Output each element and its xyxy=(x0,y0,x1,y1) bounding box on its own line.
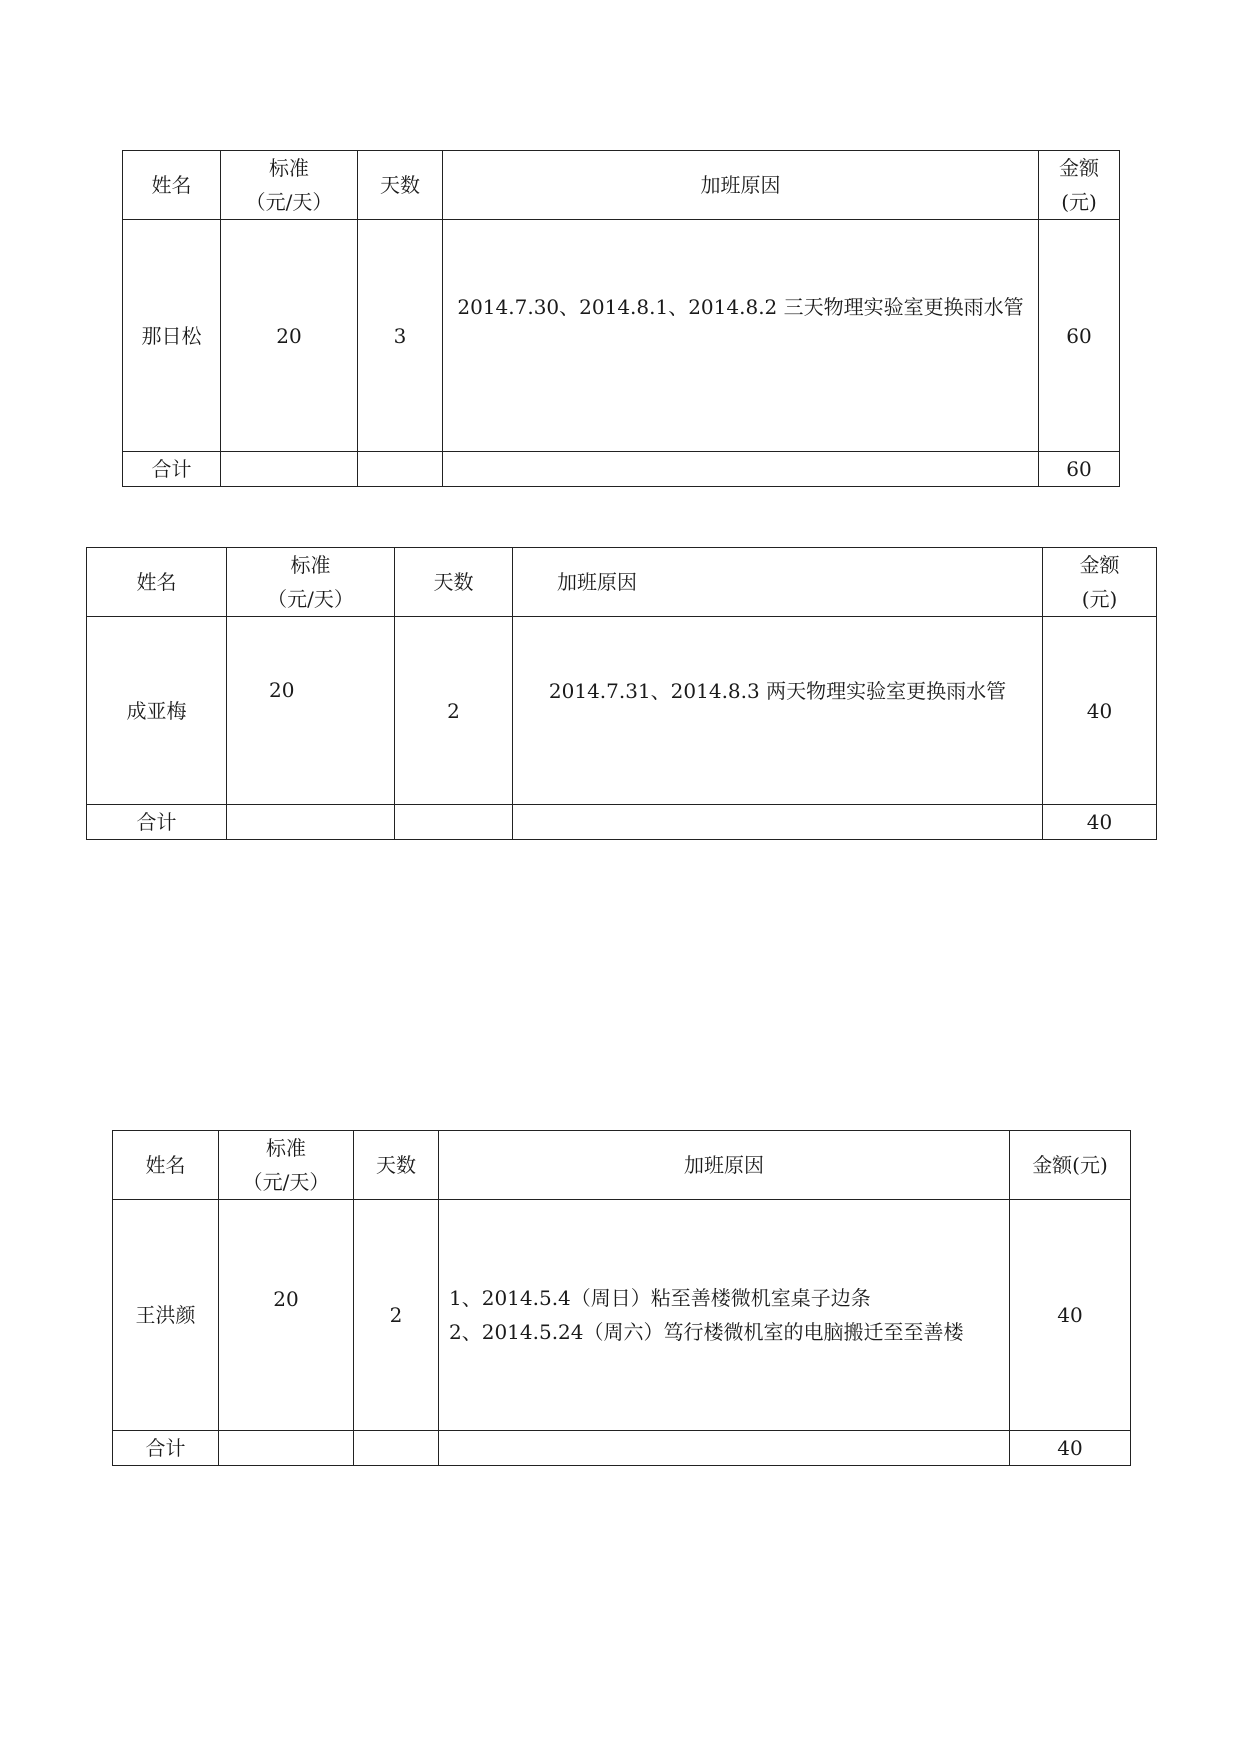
total-empty xyxy=(219,1431,354,1466)
header-row xyxy=(123,151,1120,220)
table-row xyxy=(123,220,1120,452)
row-amount: 40 xyxy=(1010,1200,1131,1431)
header-standard-line2: （元/天） xyxy=(245,190,333,214)
header-name: 姓名 xyxy=(113,1131,219,1200)
total-amount: 40 xyxy=(1010,1431,1131,1466)
total-empty xyxy=(513,805,1043,840)
header-reason: 加班原因 xyxy=(513,548,1043,617)
header-amount xyxy=(1039,151,1120,220)
row-amount: 60 xyxy=(1039,220,1120,452)
header-standard-line1: 标准 xyxy=(269,156,309,180)
total-empty xyxy=(443,452,1039,487)
total-empty xyxy=(439,1431,1010,1466)
overtime-table-2 xyxy=(86,547,1157,840)
header-amount-line2: (元) xyxy=(1061,190,1097,214)
total-empty xyxy=(227,805,395,840)
row-reason-text: 2014.7.30、2014.8.1、2014.8.2 三天物理实验室更换雨水管 xyxy=(457,295,1024,319)
header-standard-line2: （元/天） xyxy=(267,587,354,611)
header-standard-line1: 标准 xyxy=(266,1136,306,1160)
total-label: 合计 xyxy=(113,1431,219,1466)
header-reason: 加班原因 xyxy=(439,1131,1010,1200)
table-row xyxy=(113,1200,1131,1431)
row-name: 那日松 xyxy=(123,220,221,452)
row-standard: 20 xyxy=(219,1200,354,1431)
row-amount: 40 xyxy=(1043,617,1157,805)
row-name: 成亚梅 xyxy=(87,617,227,805)
total-amount: 60 xyxy=(1039,452,1120,487)
header-amount: 金额(元) xyxy=(1010,1131,1131,1200)
total-row xyxy=(113,1431,1131,1466)
row-standard: 20 xyxy=(227,617,395,805)
total-amount: 40 xyxy=(1043,805,1157,840)
overtime-table-1 xyxy=(122,150,1120,487)
total-empty xyxy=(358,452,443,487)
header-standard xyxy=(221,151,358,220)
header-reason: 加班原因 xyxy=(443,151,1039,220)
header-standard xyxy=(219,1131,354,1200)
row-days: 2 xyxy=(395,617,513,805)
header-row xyxy=(87,548,1157,617)
row-days: 3 xyxy=(358,220,443,452)
total-empty xyxy=(221,452,358,487)
header-days: 天数 xyxy=(395,548,513,617)
total-label: 合计 xyxy=(87,805,227,840)
header-standard xyxy=(227,548,395,617)
row-reason: 2014.7.31、2014.8.3 两天物理实验室更换雨水管 xyxy=(513,617,1043,805)
overtime-table-3 xyxy=(112,1130,1131,1466)
header-amount-line1: 金额 xyxy=(1059,156,1099,180)
table-row xyxy=(87,617,1157,805)
row-standard: 20 xyxy=(221,220,358,452)
header-name: 姓名 xyxy=(87,548,227,617)
row-name: 王洪颜 xyxy=(113,1200,219,1431)
header-amount-line1: 金额 xyxy=(1079,553,1120,577)
total-empty xyxy=(395,805,513,840)
header-amount xyxy=(1043,548,1157,617)
total-empty xyxy=(354,1431,439,1466)
header-days: 天数 xyxy=(358,151,443,220)
header-name: 姓名 xyxy=(123,151,221,220)
total-row xyxy=(123,452,1120,487)
row-reason xyxy=(439,1200,1010,1431)
header-amount-line2: (元) xyxy=(1081,587,1118,611)
total-row xyxy=(87,805,1157,840)
row-reason-line-1: 1、2014.5.4（周日）粘至善楼微机室桌子边条 xyxy=(449,1286,871,1310)
total-label: 合计 xyxy=(123,452,221,487)
header-standard-line2: （元/天） xyxy=(242,1170,330,1194)
row-reason xyxy=(443,220,1039,452)
row-days: 2 xyxy=(354,1200,439,1431)
header-row xyxy=(113,1131,1131,1200)
header-standard-line1: 标准 xyxy=(290,553,331,577)
header-days: 天数 xyxy=(354,1131,439,1200)
row-reason-line-2: 2、2014.5.24（周六）笃行楼微机室的电脑搬迁至至善楼 xyxy=(449,1320,964,1344)
